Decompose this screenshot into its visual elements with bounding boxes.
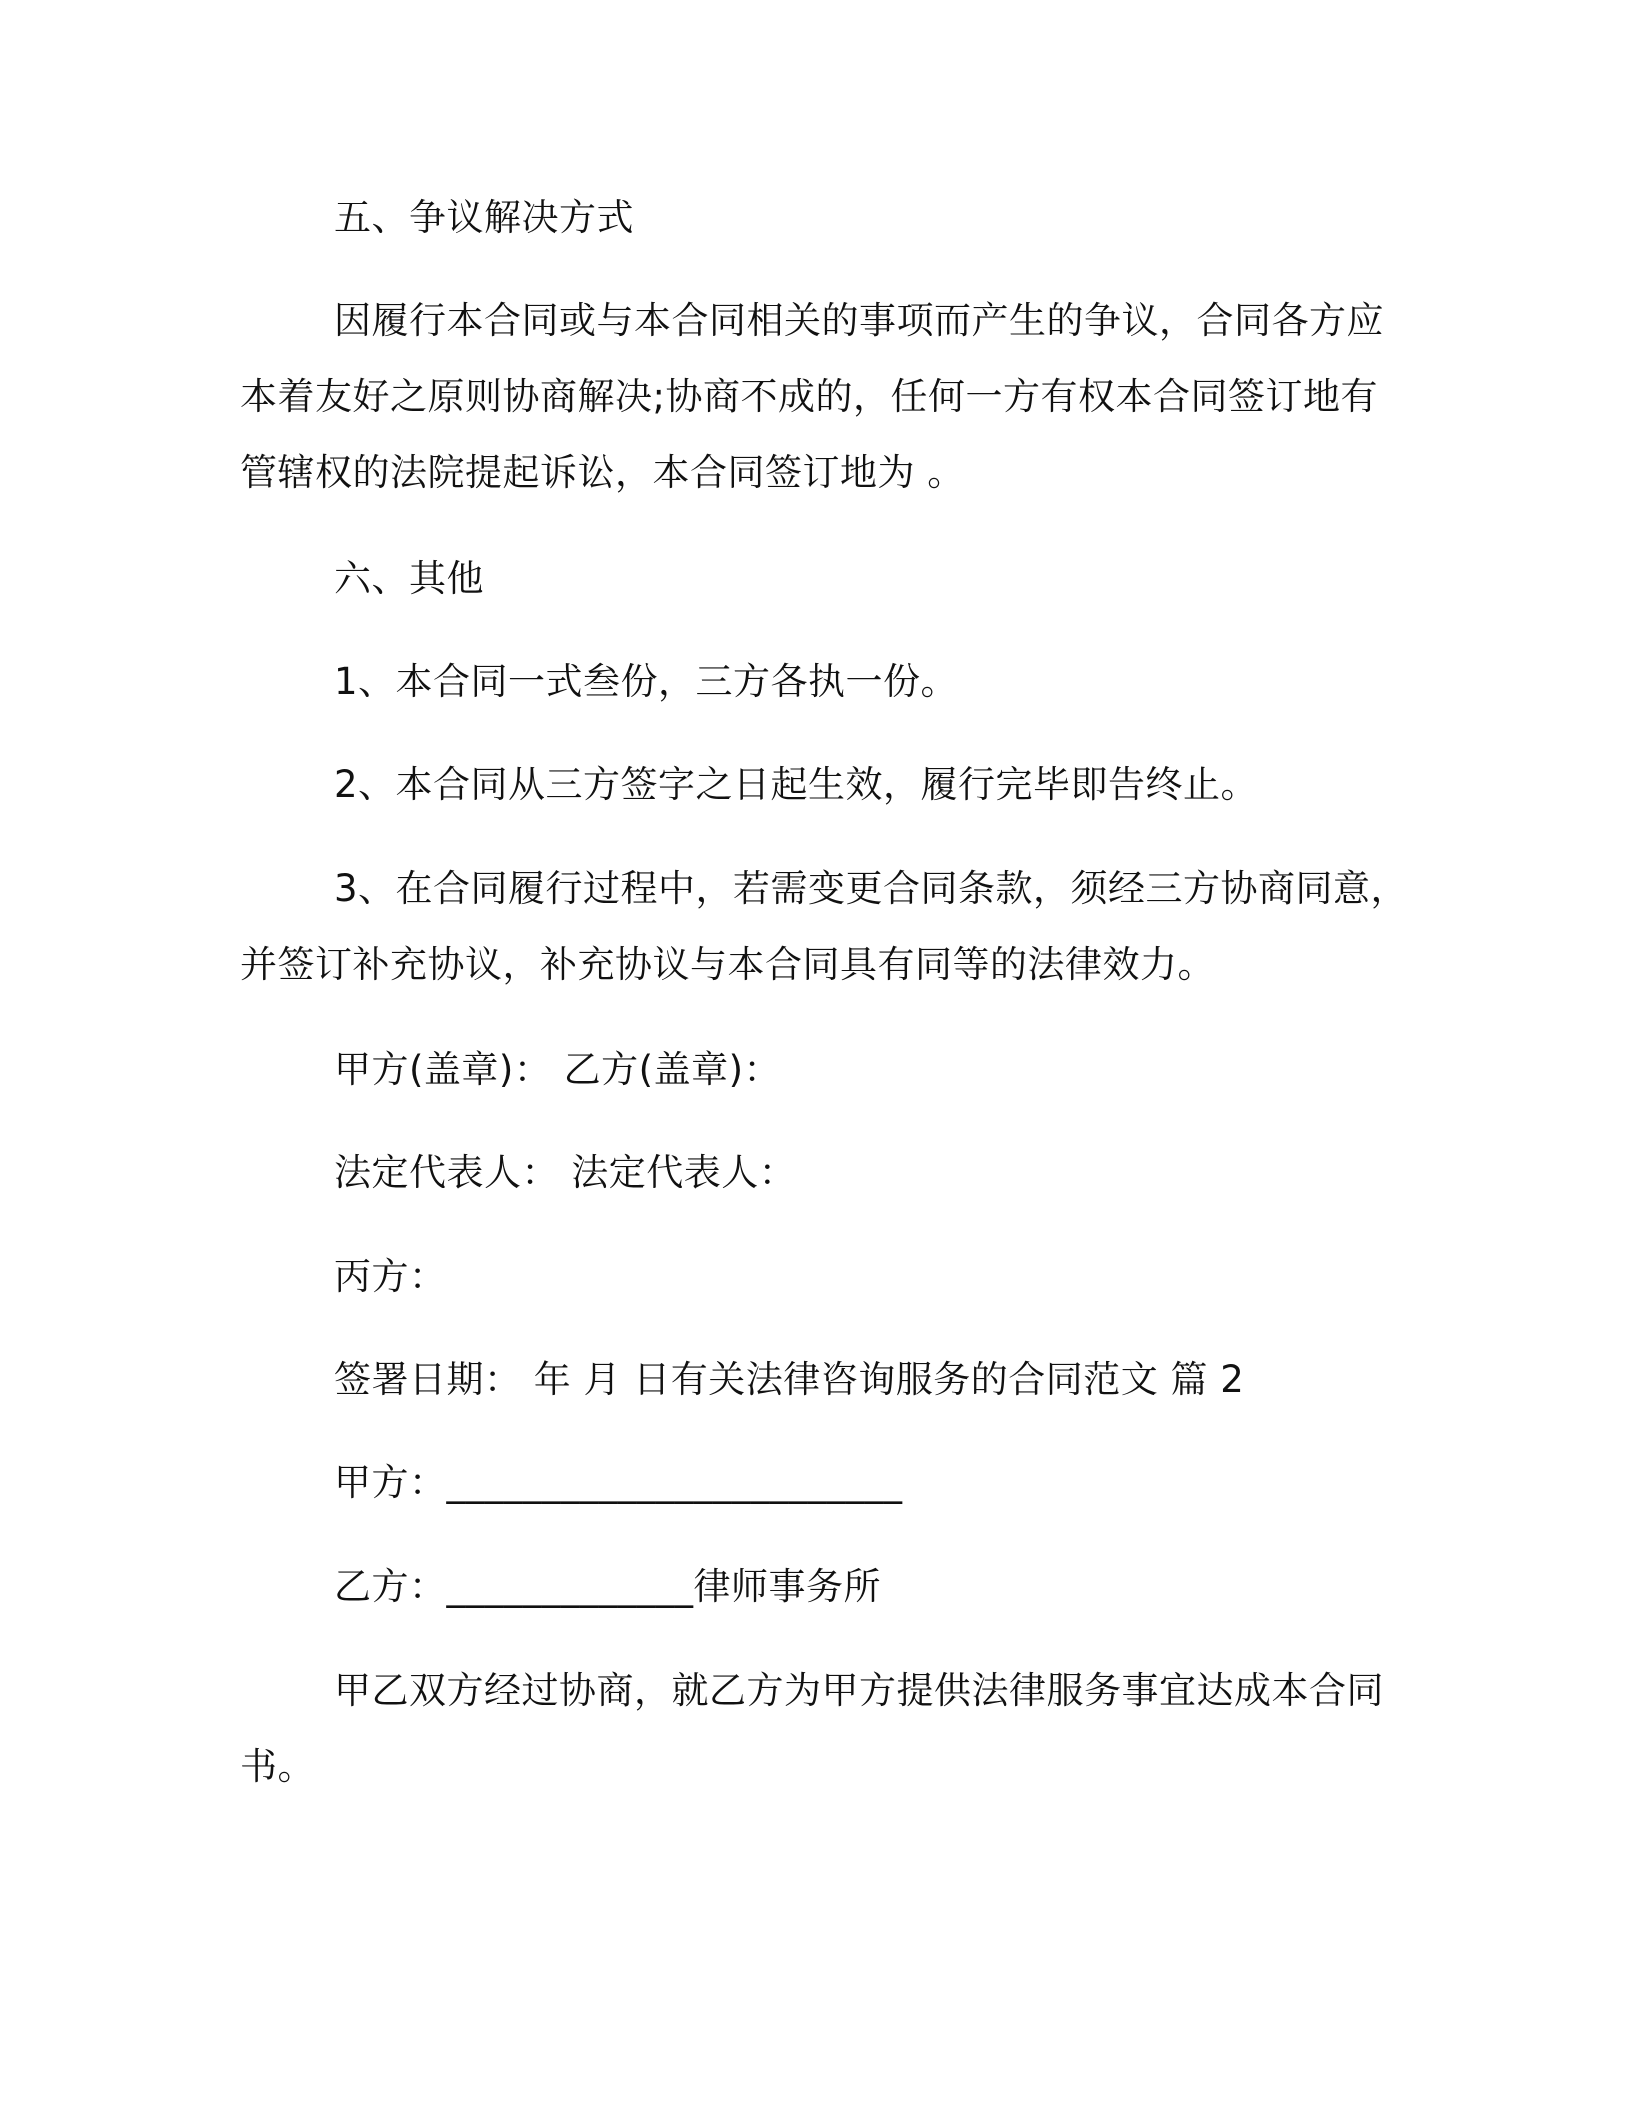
section-6-item-3-line-2: 并签订补充协议，补充协议与本合同具有同等的法律效力。 xyxy=(240,943,1215,986)
section-5-paragraph-line-1: 因履行本合同或与本合同相关的事项而产生的争议，合同各方应 xyxy=(334,299,1384,342)
contract2-party-b-line: 乙方：_____________律师事务所 xyxy=(334,1565,881,1608)
contract2-party-a-line: 甲方：________________________ xyxy=(334,1461,903,1504)
legal-representatives-line: 法定代表人： 法定代表人： xyxy=(334,1151,797,1194)
section-5-paragraph-line-3: 管辖权的法院提起诉讼，本合同签订地为 。 xyxy=(240,451,965,494)
section-6-item-2: 2、本合同从三方签字之日起生效，履行完毕即告终止。 xyxy=(334,763,1259,806)
section-6-item-3-line-1: 3、在合同履行过程中，若需变更合同条款，须经三方协商同意， xyxy=(334,867,1409,910)
party-c-line: 丙方： xyxy=(334,1255,447,1298)
section-5-heading: 五、争议解决方式 xyxy=(334,196,634,239)
party-ab-seal-line: 甲方(盖章)： 乙方(盖章)： xyxy=(334,1048,782,1091)
section-6-heading: 六、其他 xyxy=(334,557,484,600)
section-6-item-1: 1、本合同一式叁份，三方各执一份。 xyxy=(334,660,959,703)
section-5-paragraph-line-2: 本着友好之原则协商解决;协商不成的，任何一方有权本合同签订地有 xyxy=(240,375,1378,418)
sign-date-line: 签署日期： 年 月 日有关法律咨询服务的合同范文 篇 2 xyxy=(334,1358,1245,1401)
contract2-intro-line-1: 甲乙双方经过协商，就乙方为甲方提供法律服务事宜达成本合同 xyxy=(334,1669,1384,1712)
contract2-intro-line-2: 书。 xyxy=(240,1745,315,1788)
